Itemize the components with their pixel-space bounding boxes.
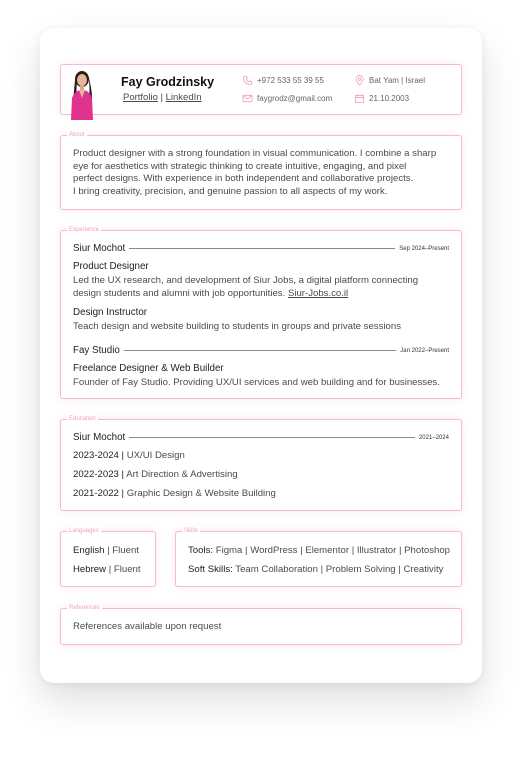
links-separator: | <box>160 92 163 103</box>
languages-section <box>60 528 156 587</box>
role-description: Founder of Fay Studio. Providing UX/UI services and web building and for businesses. <box>73 377 440 388</box>
role-description: Led the UX research, and development of Siur Jobs, a digital platform connecting <box>73 275 419 286</box>
phone-contact <box>242 75 324 86</box>
role-description <box>73 288 348 301</box>
experience-legend: Experience <box>69 227 100 233</box>
divider-line <box>124 350 396 351</box>
language-sep: | <box>104 545 113 556</box>
language-item <box>73 545 139 558</box>
tools-list: Figma | WordPress | Elementor | Illustrator | Photoshop <box>213 545 450 556</box>
education-legend: Education <box>69 416 96 422</box>
education-years: 2022-2023 <box>73 469 119 480</box>
about-line: perfect designs. With experience in both independent and collaborative projects. <box>73 173 414 184</box>
role-description-text: design students and alumni with job opportunities. <box>73 287 286 299</box>
language-item <box>73 564 141 577</box>
job-dates: Sep 2024–Present <box>399 245 449 252</box>
language-name: English <box>73 545 105 556</box>
divider-line <box>129 437 415 438</box>
school-dates: 2021–2024 <box>418 434 449 441</box>
profile-photo <box>67 68 97 120</box>
about-section <box>60 132 462 210</box>
job-dates: Jan 2022–Present <box>400 347 449 354</box>
references-section <box>60 605 462 645</box>
location-pin-icon <box>354 75 365 86</box>
references-legend: References <box>69 605 100 611</box>
languages-legend: Languages <box>69 528 99 534</box>
header-card <box>60 64 462 115</box>
experience-section <box>60 227 462 399</box>
location-contact <box>354 75 425 86</box>
job-header <box>73 345 449 356</box>
linkedin-link[interactable]: LinkedIn <box>165 92 202 103</box>
education-years: 2023-2024 <box>73 450 119 461</box>
education-sep: | <box>118 450 127 461</box>
phone-number: +972 533 55 39 55 <box>257 76 324 85</box>
job-header <box>73 243 449 254</box>
soft-skills-line <box>188 564 443 577</box>
profile-links <box>123 92 202 103</box>
language-name: Hebrew <box>73 564 107 575</box>
candidate-name: Fay Grodzinsky <box>121 75 215 89</box>
education-item <box>73 450 185 463</box>
siur-jobs-link[interactable]: Siur-Jobs.co.il <box>287 287 349 299</box>
about-line: eye for aesthetics with strategic thinking to create intuitive, engaging, and pixel <box>73 160 407 172</box>
skills-section <box>175 528 462 587</box>
resume-page <box>40 28 482 683</box>
education-subject: Graphic Design & Website Building <box>126 488 276 499</box>
phone-icon <box>242 75 253 86</box>
education-subject: Art Direction & Advertising <box>126 469 238 480</box>
role-title: Product Designer <box>73 261 149 272</box>
school-header <box>73 432 449 443</box>
company-name: Siur Mochot <box>73 243 126 254</box>
birthdate-text: 21.10.2003 <box>369 94 410 103</box>
language-level: Fluent <box>112 545 139 556</box>
about-legend: About <box>69 132 85 138</box>
tools-label: Tools: <box>188 545 214 556</box>
about-line: Product designer with a strong foundation in visual communication. I combine a sharp <box>73 148 437 159</box>
about-line: I bring creativity, precision, and genuine passion to all aspects of my work. <box>73 185 388 197</box>
language-level: Fluent <box>113 564 141 575</box>
soft-skills-list: Team Collaboration | Problem Solving | Creativity <box>232 564 444 575</box>
role-description: Teach design and website building to students in groups and private sessions <box>73 321 401 332</box>
role-title: Design Instructor <box>73 307 148 318</box>
birthdate-contact <box>354 93 409 104</box>
tools-line <box>188 545 450 558</box>
portfolio-link[interactable]: Portfolio <box>123 92 158 103</box>
education-section <box>60 416 462 511</box>
education-item <box>73 469 238 482</box>
references-text: References available upon request <box>73 621 222 632</box>
role-title: Freelance Designer & Web Builder <box>73 363 224 374</box>
language-sep: | <box>106 564 114 575</box>
mail-icon <box>242 93 253 104</box>
school-name: Siur Mochot <box>73 432 126 443</box>
email-contact <box>242 93 332 104</box>
education-years: 2021-2022 <box>73 488 119 499</box>
calendar-icon <box>354 93 365 104</box>
soft-skills-label: Soft Skills: <box>188 564 233 575</box>
education-sep: | <box>118 488 127 499</box>
location-text: Bat Yam | Israel <box>369 76 426 85</box>
email-address[interactable]: faygrodz@gmail.com <box>257 94 333 103</box>
education-item <box>73 488 276 501</box>
company-name: Fay Studio <box>73 345 120 356</box>
divider-line <box>129 248 395 249</box>
education-sep: | <box>118 469 127 480</box>
education-subject: UX/UI Design <box>126 450 185 461</box>
skills-legend: Skills <box>184 528 199 534</box>
